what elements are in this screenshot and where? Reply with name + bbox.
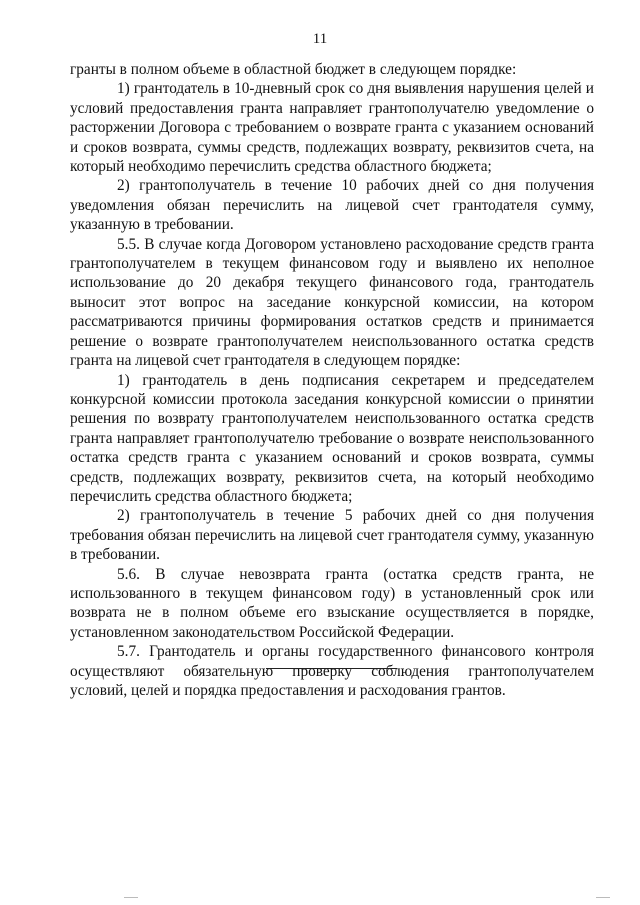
scan-mark-right bbox=[596, 897, 610, 898]
document-body bbox=[70, 60, 594, 700]
scan-mark-left bbox=[124, 897, 138, 898]
paragraph-clause-5-7: 5.7. Грантодатель и органы государственного финансового контроля осуществляют обязательную проверку соблюдения грантополучателем условий, целей и порядка предоставления и расходования грантов. bbox=[70, 643, 594, 699]
paragraph-continuation: гранты в полном объеме в областной бюджет в следующем порядке: bbox=[70, 61, 517, 78]
end-of-text-rule bbox=[266, 668, 397, 669]
paragraph-clause-5-6: 5.6. В случае невозврата гранта (остатка средств гранта, не использованного в текущем финансовом году) в установленный срок или возврата не в полном объеме его взыскание осуществляется в порядке, установленном законодательством Российской Федерации. bbox=[70, 565, 594, 641]
paragraph-clause-5-5: 5.5. В случае когда Договором установлено расходование средств гранта грантополучателем в текущем финансовом году и выявлено их неполное использование до 20 декабря текущего финансового года, грантодатель выносит этот вопрос на заседание конкурсной комиссии, на котором рассматриваются причины формирования остатков средств и принимается решение о возврате грантополучателем неиспользованного остатка средств гранта на лицевой счет грантодателя в следующем порядке: bbox=[70, 235, 594, 370]
paragraph-item-2-payment: 2) грантополучатель в течение 5 рабочих дней со дня получения требования обязан перечислить на лицевой счет грантодателя сумму, указанную в требовании. bbox=[70, 507, 594, 564]
paragraph-item-2-transfer: 2) грантополучатель в течение 10 рабочих дней со дня получения уведомления обязан перечислить на лицевой счет грантодателя сумму, указанную в требовании. bbox=[70, 177, 594, 234]
page-number: 11 bbox=[312, 31, 328, 47]
paragraph-item-1-notice: 1) грантодатель в 10-дневный срок со дня выявления нарушения целей и условий предоставления гранта направляет грантополучателю уведомление о расторжении Договора с требованием о возврате гранта с указанием оснований и сроков возврата, суммы средств, подлежащих возврату, реквизитов счета, на который необходимо перечислить средства областного бюджета; bbox=[70, 80, 594, 176]
paragraph-item-1-requirement: 1) грантодатель в день подписания секретарем и председателем конкурсной комиссии протокола заседания конкурсной комиссии о принятии решения по возврату грантополучателем неиспользованного остатка средств гранта направляет грантополучателю требование о возврате неиспользованного остатка средств гранта с указанием оснований и сроков возврата, суммы средств, подлежащих возврату, реквизитов счета, на который необходимо перечислить средства областного бюджета; bbox=[70, 371, 594, 505]
